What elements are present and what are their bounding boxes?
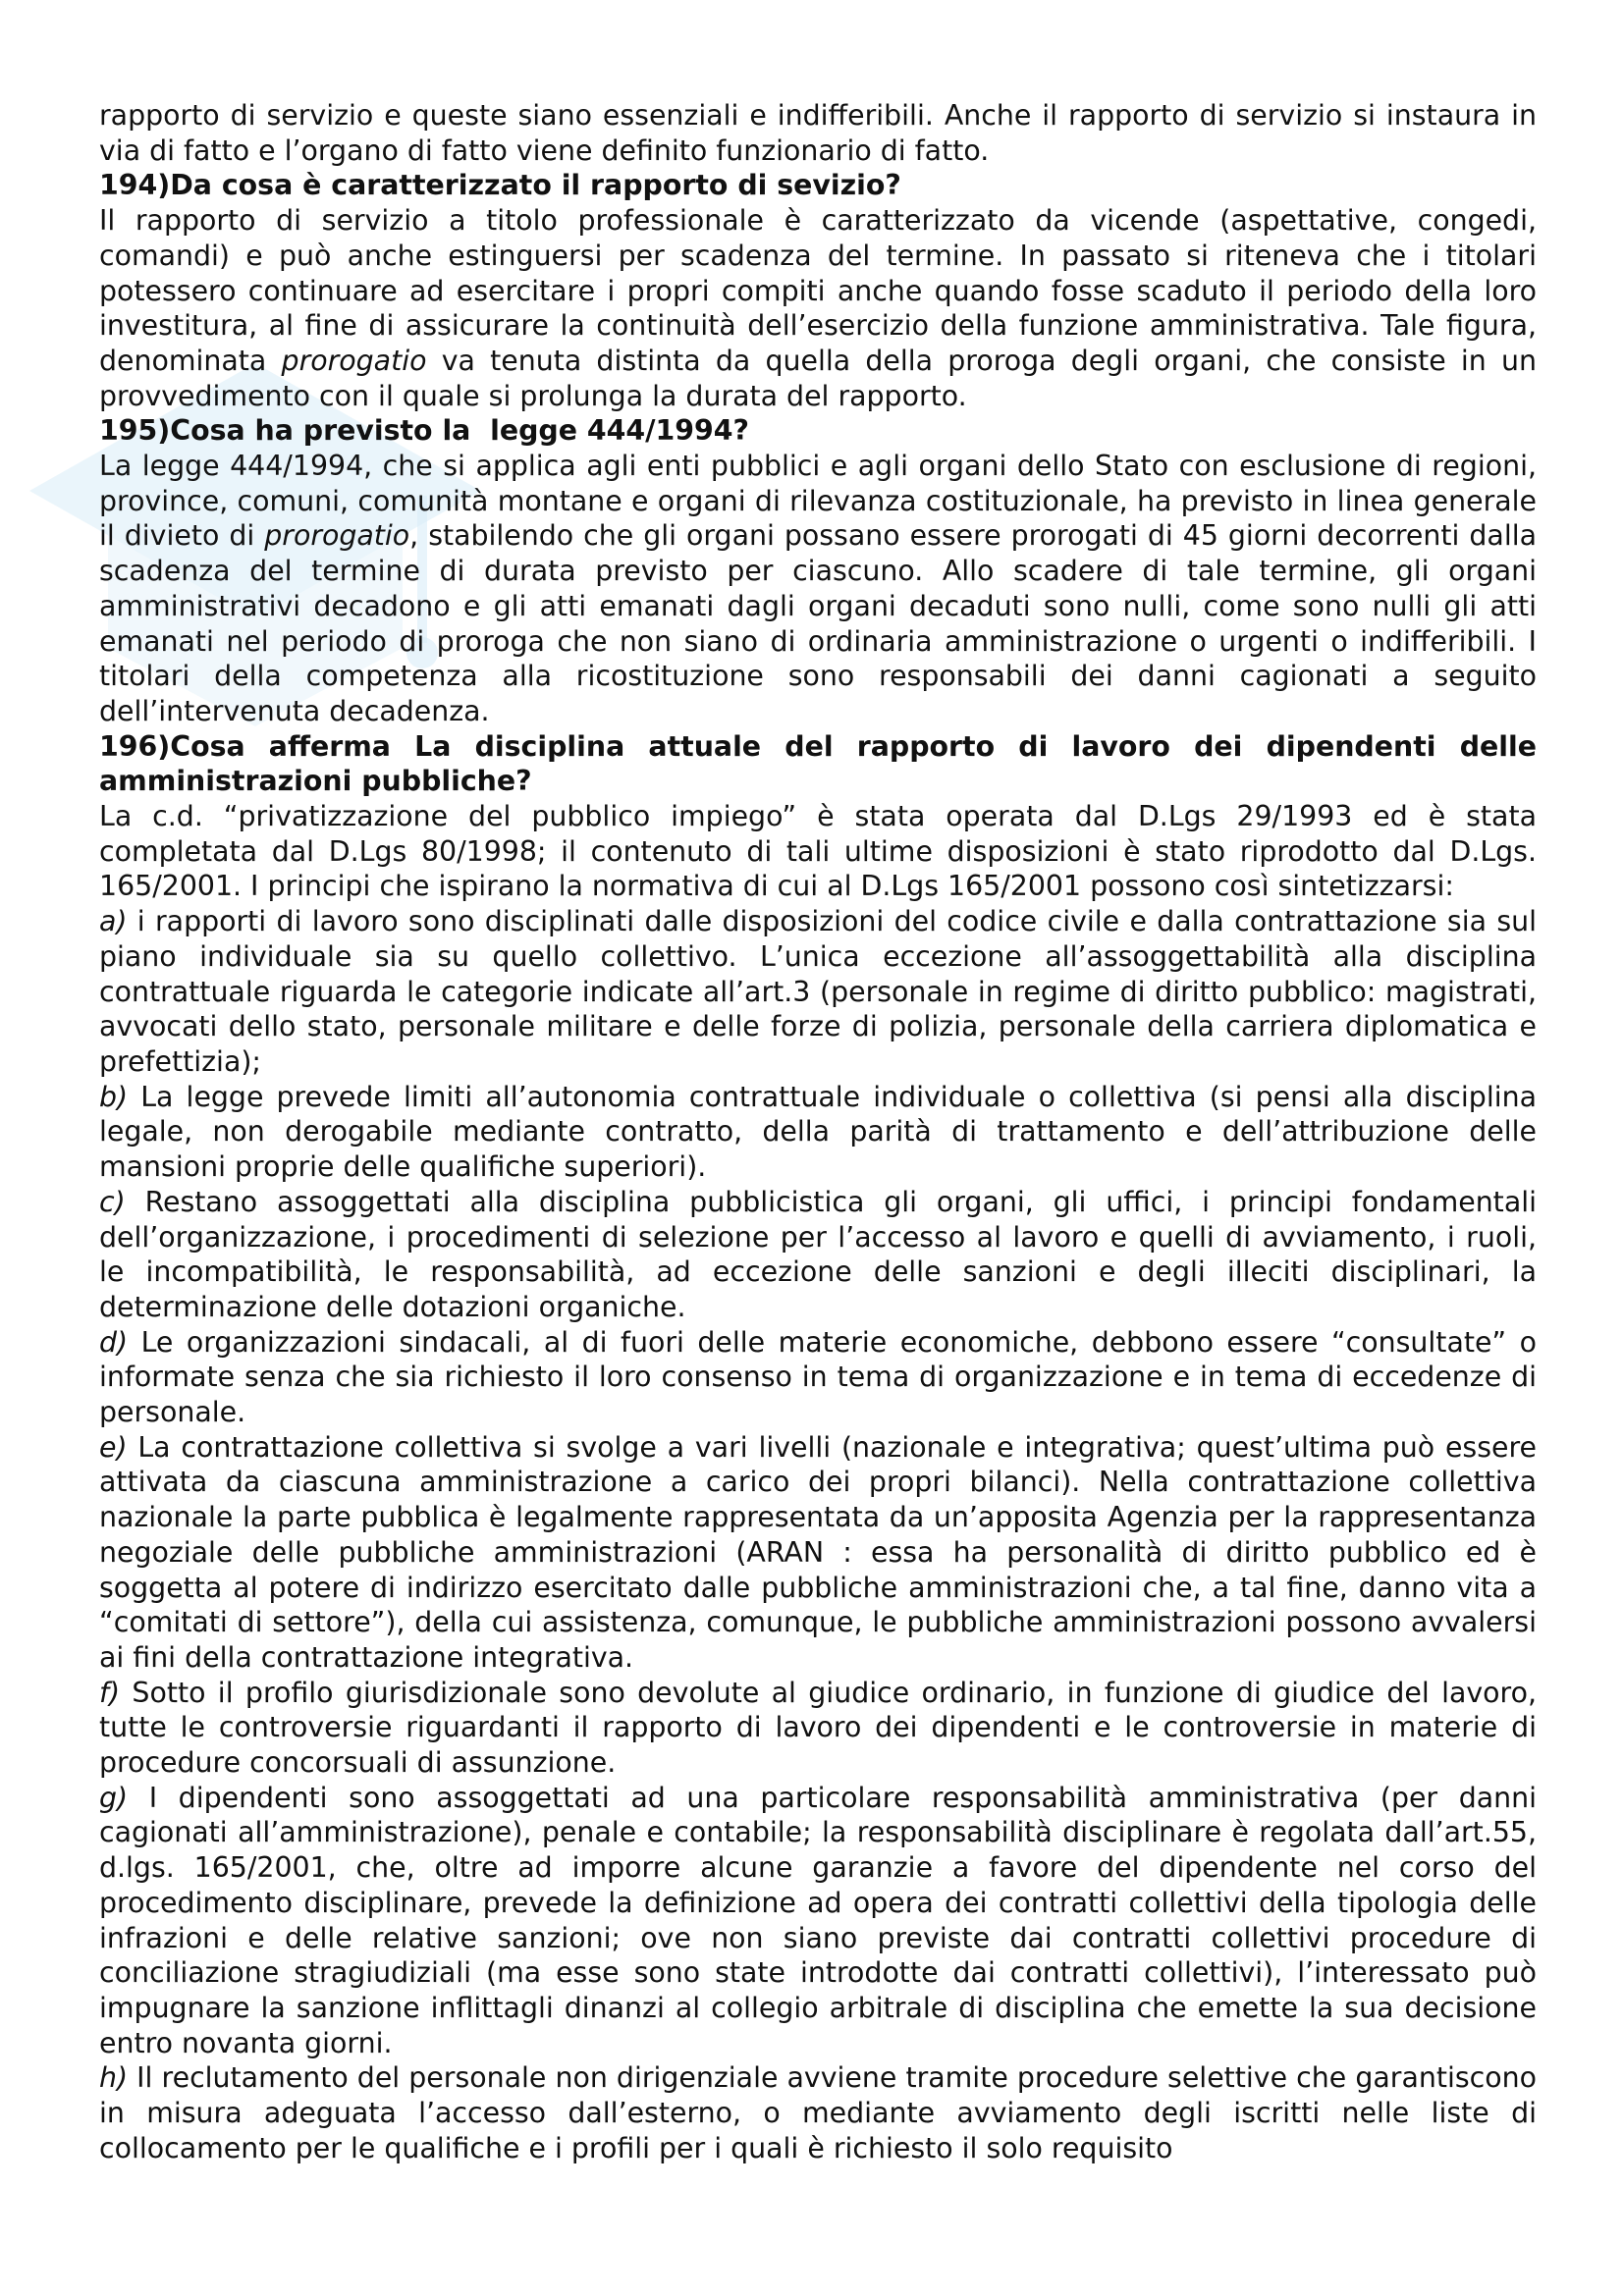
intro-paragraph: rapporto di servizio e queste siano essenziali e indifferibili. Anche il rapporto di servizio si instaura in via di fatto e l’organo di fatto viene definito funzionario di fatto. [99,99,1537,167]
question-194: 194)Da cosa è caratterizzato il rapporto di sevizio? [99,169,901,202]
list-item-d: d) Le organizzazioni sindacali, al di fuori delle materie economiche, debbono essere “consultate” o informate senza che sia richiesto il loro consenso in tema di organizzazione e in tema di eccedenze di personale. [99,1325,1537,1429]
list-item-b: b) La legge prevede limiti all’autonomia contrattuale individuale o collettiva (si pensi alla disciplina legale, non derogabile mediante contratto, della parità di trattamento e dell’attribuzione delle mansioni proprie delle qualifiche superiori). [99,1080,1537,1184]
list-item-h: h) Il reclutamento del personale non dirigenziale avviene tramite procedure selettive che garantiscono in misura adeguata l’accesso dall’esterno, o mediante avviamento degli iscritti nelle liste di collocamento per le qualifiche e i profili per i quali è richiesto il solo requisito [99,2061,1537,2164]
list-item-e: e) La contrattazione collettiva si svolge a vari livelli (nazionale e integrativa; quest’ultima può essere attivata da ciascuna amministrazione a carico dei propri bilanci). Nella contrattazione collettiva nazionale la parte pubblica è legalmente rappresentata da un’apposita Agenzia per la rappresentanza negoziale delle pubbliche amministrazioni (ARAN : essa ha personalità di diritto pubblico ed è soggetta al potere di indirizzo esercitato dalle pubbliche amministrazioni che, a tal fine, danno vita a “comitati di settore”), della cui assistenza, comunque, le pubbliche amministrazioni possono avvalersi ai fini della contrattazione integrativa. [99,1430,1537,1674]
term-prorogatio: prorogatio [264,519,410,553]
question-196: 196)Cosa afferma La disciplina attuale del rapporto di lavoro dei dipendenti delle amministrazioni pubbliche? [99,729,1537,798]
term-prorogatio: prorogatio [281,344,427,377]
list-item-g: g) I dipendenti sono assoggettati ad una particolare responsabilità amministrativa (per danni cagionati all’amministrazione), penale e contabile; la responsabilità disciplinare è regolata dall’art.55, d.lgs. 165/2001, che, oltre ad imporre alcune garanzie a favore del dipendente nel corso del procedimento disciplinare, prevede la definizione ad opera dei contratti collettivi della tipologia delle infrazioni e delle relative sanzioni; ove non siano previste dai contratti collettivi procedure di conciliazione stragiudiziali (ma esse sono state introdotte dai contratti collettivi), l’interessato può impugnare la sanzione inflittagli dinanzi al collegio arbitrale di disciplina che emette la sua decisione entro novanta giorni. [99,1781,1537,2059]
list-item-a: a) i rapporti di lavoro sono disciplinati dalle disposizioni del codice civile e dalla contrattazione sia sul piano individuale sia su quello collettivo. L’unica eccezione all’assoggettabilità alla disciplina contrattuale riguarda le categorie indicate all’art.3 (personale in regime di diritto pubblico: magistrati, avvocati dello stato, personale militare e delle forze di polizia, personale della carriera diplomatica e prefettizia); [99,905,1537,1078]
answer-194: Il rapporto di servizio a titolo professionale è caratterizzato da vicende (aspettative, congedi, comandi) e può anche estinguersi per scadenza del termine. In passato si riteneva che i titolari potessero continuare ad esercitare i propri compiti anche quando fosse scaduto il periodo della loro investitura, al fine di assicurare la continuità dell’esercizio della funzione amministrativa. Tale figura, denominata prorogatio va tenuta distinta da quella della proroga degli organi, che consiste in un provvedimento con il quale si prolunga la durata del rapporto. [99,204,1537,412]
answer-195: La legge 444/1994, che si applica agli enti pubblici e agli organi dello Stato con esclusione di regioni, province, comuni, comunità montane e organi di rilevanza costituzionale, ha previsto in linea generale il divieto di prorogatio, stabilendo che gli organi possano essere prorogati di 45 giorni decorrenti dalla scadenza del termine di durata previsto per ciascuno. Allo scadere di tale termine, gli organi amministrativi decadono e gli atti emanati dagli organi decaduti sono nulli, come sono nulli gli atti emanati nel periodo di proroga che non siano di ordinaria amministrazione o urgenti o indifferibili. I titolari della competenza alla ricostituzione sono responsabili dei danni cagionati a seguito dell’intervenuta decadenza. [99,450,1537,727]
document-page [99,0,1537,2165]
answer-196-intro: La c.d. “privatizzazione del pubblico impiego” è stata operata dal D.Lgs 29/1993 ed è stata completata dal D.Lgs 80/1998; il contenuto di tali ultime disposizioni è stato riprodotto dal D.Lgs. 165/2001. I principi che ispirano la normativa di cui al D.Lgs 165/2001 possono così sintetizzarsi: [99,800,1537,903]
question-195: 195)Cosa ha previsto la legge 444/1994? [99,414,749,448]
list-item-f: f) Sotto il profilo giurisdizionale sono devolute al giudice ordinario, in funzione di giudice del lavoro, tutte le controversie riguardanti il rapporto di lavoro dei dipendenti e le controversie in materie di procedure concorsuali di assunzione. [99,1676,1537,1780]
list-item-c: c) Restano assoggettati alla disciplina pubblicistica gli organi, gli uffici, i principi fondamentali dell’organizzazione, i procedimenti di selezione per l’accesso al lavoro e quelli di avviamento, i ruoli, le incompatibilità, le responsabilità, ad eccezione delle sanzioni e degli illeciti disciplinari, la determinazione delle dotazioni organiche. [99,1185,1537,1323]
